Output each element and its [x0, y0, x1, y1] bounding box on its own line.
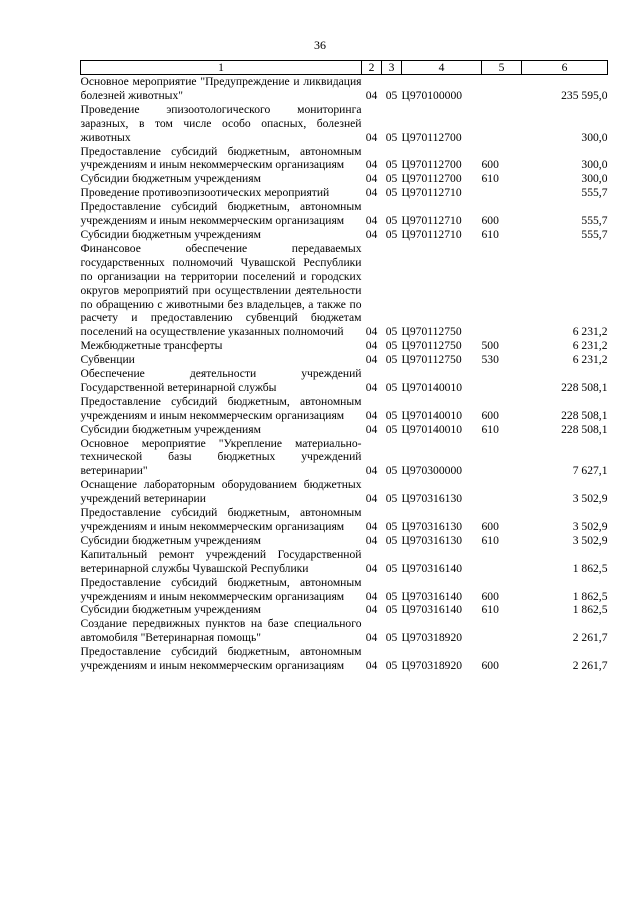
row-amount: 555,7: [581, 227, 608, 241]
row-subsection: 05: [385, 561, 398, 575]
table-row: [81, 506, 608, 534]
row-target-article: Ц970318920: [401, 659, 463, 673]
header-col-subsection: 3: [382, 61, 402, 75]
row-name: Субсидии бюджетным учреждениям: [80, 422, 261, 436]
table-row: [81, 548, 608, 576]
row-section: 04: [365, 380, 378, 394]
row-target-article: Ц970112700: [401, 130, 462, 144]
row-amount: 555,7: [581, 186, 608, 200]
row-amount: 228 508,1: [561, 422, 608, 436]
row-expense-type: 610: [481, 603, 499, 617]
row-target-article: Ц970300000: [401, 464, 463, 478]
row-subsection: 05: [385, 380, 398, 394]
row-section: 04: [365, 492, 378, 506]
row-target-article: Ц970140010: [401, 380, 463, 394]
row-target-article: Ц970112710: [401, 227, 462, 241]
row-target-article: Ц970316130: [401, 533, 463, 547]
row-section: 04: [365, 130, 378, 144]
header-col-section: 2: [362, 61, 382, 75]
row-target-article: Ц970112700: [401, 158, 462, 172]
row-expense-type: [482, 75, 522, 103]
row-subsection: 05: [385, 353, 398, 367]
row-name: Капитальный ремонт учреждений Государственной ветеринарной службы Чувашской Республики: [80, 547, 362, 575]
row-target-article: Ц970112750: [401, 339, 462, 353]
table-row: [81, 423, 608, 437]
row-target-article: Ц970112700: [401, 172, 462, 186]
row-target-article: Ц970316130: [401, 492, 463, 506]
table-row: [81, 534, 608, 548]
table-row: [81, 576, 608, 604]
header-row: [81, 61, 608, 75]
row-subsection: 05: [385, 659, 398, 673]
row-section: 04: [365, 172, 378, 186]
row-subsection: 05: [385, 603, 398, 617]
row-name: Субсидии бюджетным учреждениям: [80, 603, 261, 617]
row-amount: 2 261,7: [572, 631, 608, 645]
row-subsection: 05: [385, 492, 398, 506]
row-amount: 228 508,1: [561, 380, 608, 394]
row-amount: 235 595,0: [561, 88, 608, 102]
row-expense-type: 530: [481, 353, 499, 367]
row-subsection: 05: [385, 631, 398, 645]
row-section: 04: [365, 422, 378, 436]
row-section: 04: [365, 158, 378, 172]
row-expense-type: [482, 367, 522, 395]
row-amount: 6 231,2: [572, 339, 608, 353]
table-row: [81, 339, 608, 353]
table-row: [81, 228, 608, 242]
row-amount: 3 502,9: [572, 492, 608, 506]
row-expense-type: 600: [481, 408, 499, 422]
row-section: 04: [365, 659, 378, 673]
row-target-article: Ц970140010: [401, 408, 463, 422]
row-name: Предоставление субсидий бюджетным, автономным учреждениям и иным некоммерческим организациям: [80, 645, 362, 673]
row-section: 04: [365, 227, 378, 241]
row-amount: 555,7: [581, 214, 608, 228]
row-target-article: Ц970316130: [401, 520, 463, 533]
row-expense-type: 600: [481, 659, 499, 673]
row-subsection: 05: [385, 214, 398, 228]
row-expense-type: 610: [481, 422, 499, 436]
row-section: 04: [365, 464, 378, 478]
row-name: Субсидии бюджетным учреждениям: [80, 172, 261, 186]
row-subsection: 05: [385, 88, 398, 102]
row-subsection: 05: [385, 186, 398, 200]
row-name: Проведение противоэпизоотических мероприятий: [80, 186, 330, 200]
row-target-article: Ц970316140: [401, 561, 463, 575]
table-row: [81, 145, 608, 173]
row-expense-type: [482, 242, 522, 339]
row-name: Субсидии бюджетным учреждениям: [80, 227, 261, 241]
table-row: [81, 75, 608, 103]
row-amount: 2 261,7: [572, 659, 608, 673]
row-amount: 300,0: [581, 158, 608, 172]
row-subsection: 05: [385, 172, 398, 186]
row-amount: 300,0: [581, 130, 608, 144]
row-section: 04: [365, 408, 378, 422]
row-target-article: Ц970316140: [401, 589, 463, 603]
row-expense-type: [482, 617, 522, 645]
row-amount: 6 231,2: [572, 353, 608, 367]
table-row: [81, 172, 608, 186]
row-subsection: 05: [385, 520, 398, 533]
row-name: Предоставление субсидий бюджетным, автономным учреждениям и иным некоммерческим организациям: [80, 144, 362, 172]
row-name: Предоставление субсидий бюджетным, автономным учреждениям и иным некоммерческим организациям: [80, 506, 362, 533]
row-expense-type: [482, 103, 522, 145]
row-subsection: 05: [385, 589, 398, 603]
table-row: [81, 186, 608, 200]
table-row: [81, 353, 608, 367]
budget-table: [80, 60, 608, 673]
row-amount: 1 862,5: [572, 603, 608, 617]
row-expense-type: 500: [481, 339, 499, 353]
row-subsection: 05: [385, 339, 398, 353]
row-name: Субсидии бюджетным учреждениям: [80, 533, 261, 547]
row-section: 04: [365, 520, 378, 533]
row-subsection: 05: [385, 533, 398, 547]
row-amount: 228 508,1: [561, 408, 608, 422]
header-col-name: 1: [81, 61, 362, 75]
row-expense-type: [482, 548, 522, 576]
table-row: [81, 645, 608, 673]
row-expense-type: 610: [481, 227, 499, 241]
row-section: 04: [365, 353, 378, 367]
header-col-expense-type: 5: [482, 61, 522, 75]
table-row: [81, 617, 608, 645]
row-expense-type: 610: [481, 533, 499, 547]
row-name: Проведение эпизоотологического мониторинга заразных, в том числе особо опасных, болезней животных: [80, 102, 362, 144]
row-target-article: Ц970100000: [401, 88, 463, 102]
row-name: Создание передвижных пунктов на базе специального автомобиля "Ветеринарная помощь": [80, 617, 362, 645]
row-target-article: Ц970112710: [401, 186, 462, 200]
page-number: 36: [314, 38, 326, 52]
row-subsection: 05: [385, 227, 398, 241]
row-expense-type: [482, 186, 522, 200]
row-subsection: 05: [385, 422, 398, 436]
row-name: Предоставление субсидий бюджетным, автономным учреждениям и иным некоммерческим организациям: [80, 394, 362, 422]
row-amount: 3 502,9: [572, 520, 608, 533]
row-expense-type: 600: [481, 214, 499, 228]
table-row: [81, 367, 608, 395]
row-name: Основное мероприятие "Укрепление материально-технической базы бюджетных учреждений ветеринарии": [80, 436, 362, 478]
row-section: 04: [365, 533, 378, 547]
row-expense-type: [482, 437, 522, 479]
row-amount: 6 231,2: [572, 325, 608, 339]
row-amount: 1 862,5: [572, 561, 608, 575]
table-body: [81, 75, 608, 673]
row-name: Предоставление субсидий бюджетным, автономным учреждениям и иным некоммерческим организациям: [80, 575, 362, 603]
row-section: 04: [365, 186, 378, 200]
row-expense-type: 600: [481, 520, 499, 533]
row-target-article: Ц970112750: [401, 325, 462, 339]
row-name: Финансовое обеспечение передаваемых государственных полномочий Чувашской Республики по организации на территории поселений и городских округов мероприятий при осуществлении деятельности по обращению с животными без владельцев, а также по расчету и предоставлению субвенций бюджетам поселений на осуществление указанных полномочий: [80, 241, 362, 339]
row-target-article: Ц970316140: [401, 603, 463, 617]
row-expense-type: 600: [481, 589, 499, 603]
row-subsection: 05: [385, 325, 398, 339]
table-row: [81, 395, 608, 423]
row-target-article: Ц970140010: [401, 422, 463, 436]
header-col-amount: 6: [522, 61, 608, 75]
row-expense-type: 610: [481, 172, 499, 186]
row-subsection: 05: [385, 408, 398, 422]
row-section: 04: [365, 214, 378, 228]
row-subsection: 05: [385, 158, 398, 172]
table-row: [81, 478, 608, 506]
row-amount: 1 862,5: [572, 589, 608, 603]
row-name: Оснащение лабораторным оборудованием бюджетных учреждений ветеринарии: [80, 478, 362, 506]
row-target-article: Ц970318920: [401, 631, 463, 645]
table-row: [81, 200, 608, 228]
row-expense-type: [482, 478, 522, 506]
row-subsection: 05: [385, 464, 398, 478]
header-col-target-article: 4: [402, 61, 482, 75]
row-target-article: Ц970112710: [401, 214, 462, 228]
table-row: [81, 242, 608, 339]
row-section: 04: [365, 561, 378, 575]
row-section: 04: [365, 631, 378, 645]
table-row: [81, 103, 608, 145]
row-name: Предоставление субсидий бюджетным, автономным учреждениям и иным некоммерческим организациям: [80, 200, 362, 228]
row-section: 04: [365, 589, 378, 603]
table-row: [81, 603, 608, 617]
row-amount: 3 502,9: [572, 533, 608, 547]
row-section: 04: [365, 339, 378, 353]
row-name: Обеспечение деятельности учреждений Государственной ветеринарной службы: [80, 367, 362, 394]
row-section: 04: [365, 88, 378, 102]
table-header: [81, 61, 608, 75]
row-name: Межбюджетные трансферты: [80, 339, 223, 353]
row-amount: 7 627,1: [572, 464, 608, 478]
row-expense-type: 600: [481, 158, 499, 172]
row-subsection: 05: [385, 130, 398, 144]
row-amount: 300,0: [581, 172, 608, 186]
row-target-article: Ц970112750: [401, 353, 462, 367]
row-name: Субвенции: [80, 353, 135, 367]
row-section: 04: [365, 325, 378, 339]
table-row: [81, 437, 608, 479]
row-section: 04: [365, 603, 378, 617]
row-name: Основное мероприятие "Предупреждение и ликвидация болезней животных": [80, 75, 362, 102]
